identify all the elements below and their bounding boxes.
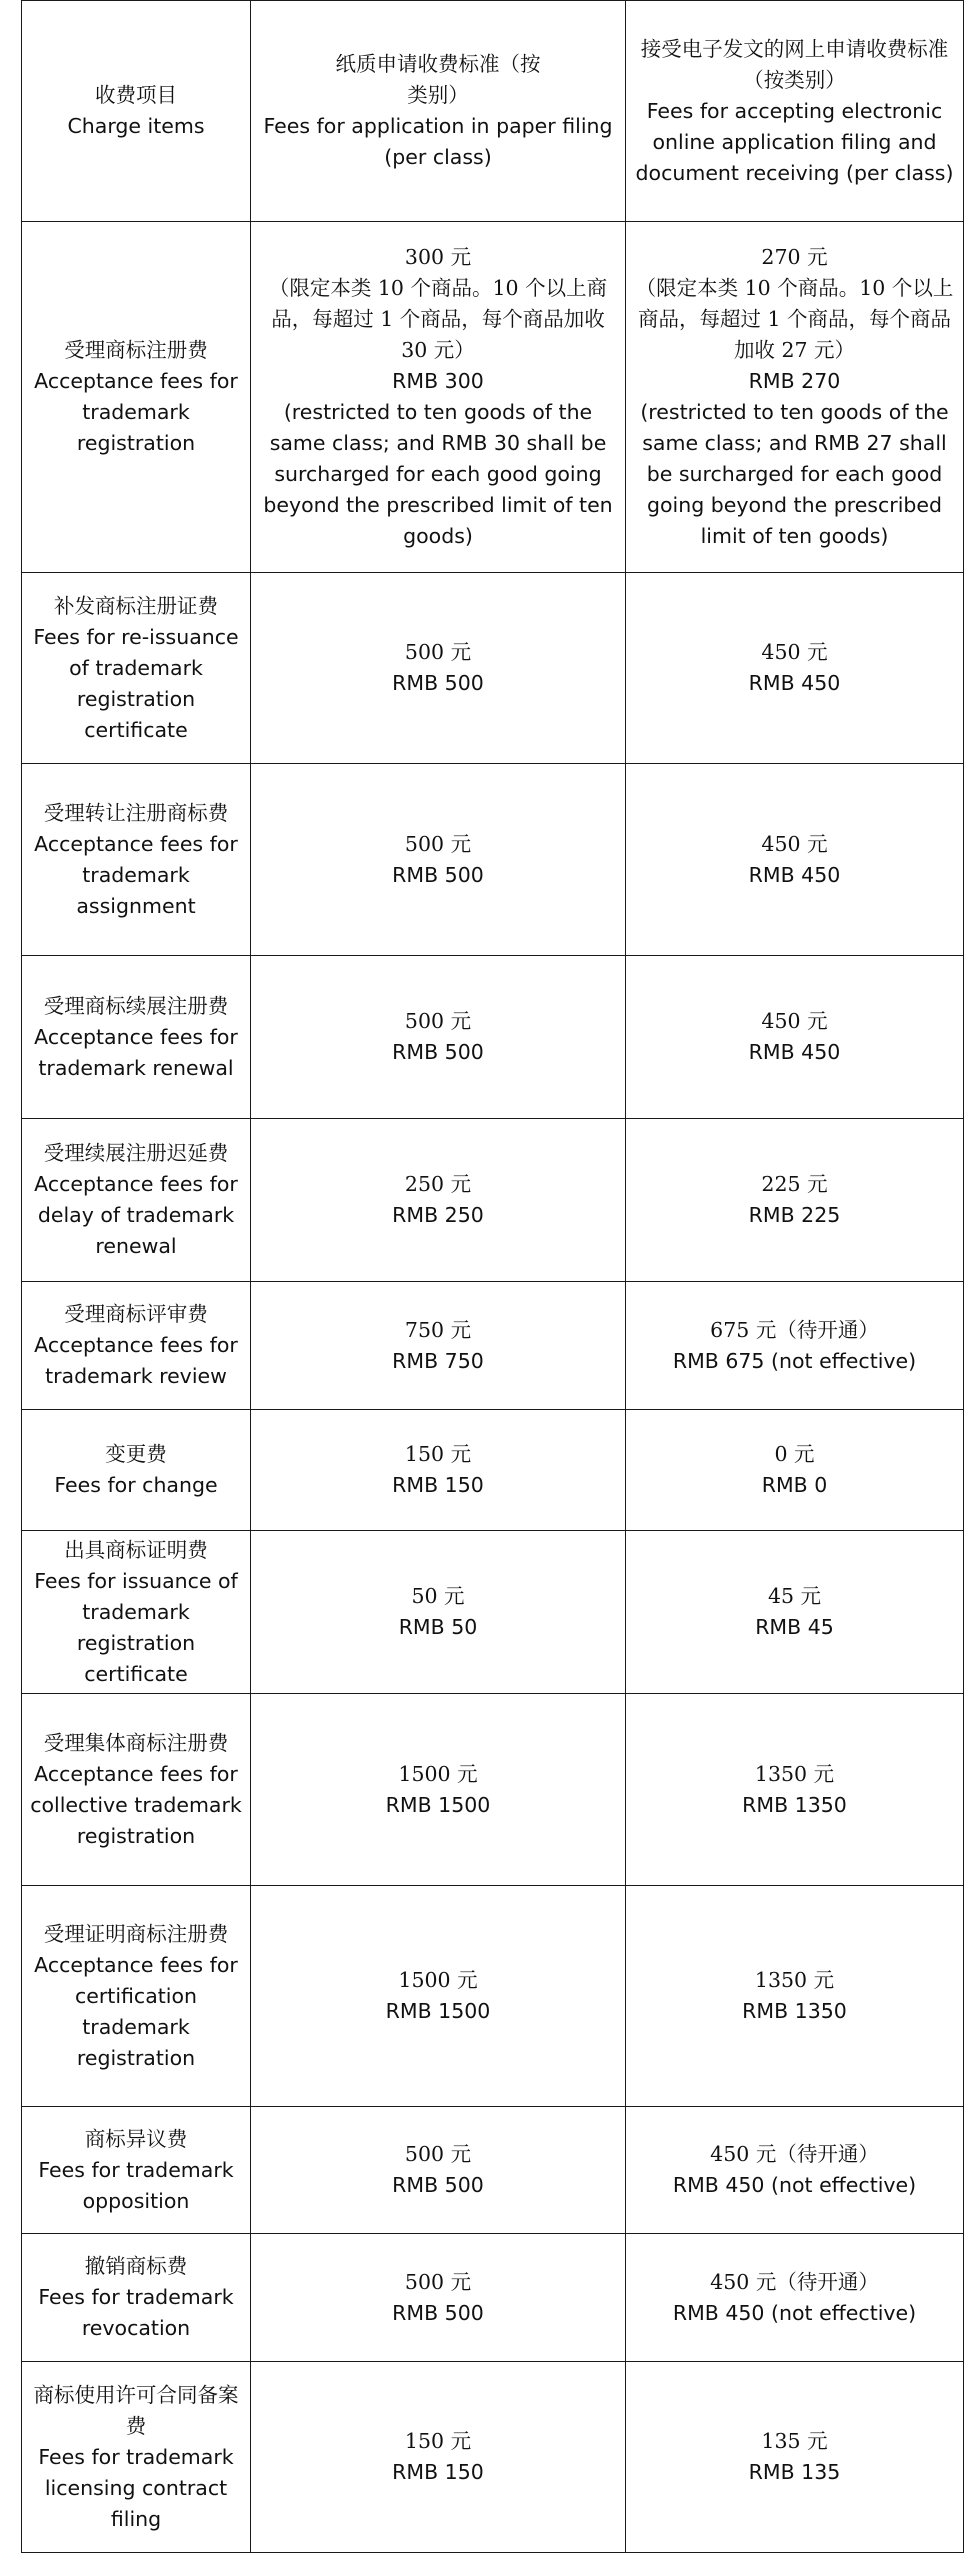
fee-row [22, 222, 964, 573]
charge-item-en: Acceptance fees for certification trademark registration [34, 1952, 238, 2070]
online-fee-en: RMB 450 (not effective) [672, 2300, 917, 2325]
charge-item-en: Acceptance fees for trademark assignment [34, 831, 238, 918]
charge-item-cell [22, 2107, 251, 2234]
charge-item-zh: 补发商标注册证费 [54, 593, 218, 618]
online-fee-zh: 135 元 [761, 2429, 828, 2453]
fee-row [22, 1694, 964, 1886]
fee-row [22, 1119, 964, 1282]
online-fee-zh: 450 元 [761, 1009, 828, 1033]
header-charge-items [22, 1, 251, 222]
paper-fee-cell [251, 2362, 626, 2553]
online-fee-zh: 450 元 [761, 640, 828, 664]
header-col3-en: Fees for accepting electronic online application filing and document receiving (per class) [635, 98, 954, 185]
charge-item-zh: 受理商标续展注册费 [43, 993, 229, 1018]
charge-item-zh: 受理商标评审费 [64, 1302, 208, 1326]
paper-fee-en-note: (restricted to ten goods of the same class; and RMB 30 shall be surcharged for each good going beyond the prescribed limit of ten goods) [263, 400, 613, 548]
header-col2-zh: 纸质申请收费标准（按类别） [335, 52, 541, 107]
charge-item-cell [22, 1531, 251, 1694]
fee-row [22, 1531, 964, 1694]
online-fee-cell [626, 1119, 964, 1282]
online-fee-cell [626, 2107, 964, 2234]
online-fee-zh: 450 元（待开通） [710, 2269, 879, 2294]
paper-fee-zh: 1500 元 [398, 1761, 478, 1786]
fee-row [22, 1886, 964, 2107]
charge-item-cell [22, 764, 251, 956]
paper-fee-cell [251, 1886, 626, 2107]
paper-fee-cell [251, 1410, 626, 1531]
online-fee-cell [626, 2362, 964, 2553]
online-fee-zh: 450 元 [761, 831, 828, 856]
online-fee-cell [626, 1282, 964, 1410]
fee-row [22, 573, 964, 764]
charge-item-cell [22, 1410, 251, 1531]
online-fee-cell [626, 1694, 964, 1886]
charge-item-en: Acceptance fees for collective trademark registration [30, 1761, 242, 1848]
fee-row [22, 956, 964, 1119]
charge-item-en: Acceptance fees for trademark review [34, 1333, 238, 1388]
online-fee-en: RMB 450 [748, 1040, 841, 1064]
fee-schedule-table [21, 0, 964, 2553]
charge-item-en: Acceptance fees for delay of trademark renewal [34, 1172, 238, 1258]
charge-item-cell [22, 1282, 251, 1410]
charge-item-zh: 出具商标证明费 [64, 1537, 208, 1562]
online-fee-zh: 0 元 [774, 1442, 815, 1466]
fee-row [22, 2107, 964, 2234]
charge-item-en: Acceptance fees for trademark renewal [34, 1024, 238, 1080]
paper-fee-en: RMB 750 [392, 1348, 484, 1373]
online-fee-cell [626, 1531, 964, 1694]
online-fee-en: RMB 0 [761, 1473, 828, 1497]
online-fee-cell [626, 1886, 964, 2107]
paper-fee-zh-note: （限定本类 10 个商品。10 个以上商品，每超过 1 个商品，每个商品加收 30 元） [268, 276, 608, 362]
charge-item-cell [22, 222, 251, 573]
paper-fee-cell [251, 1531, 626, 1694]
paper-fee-en: RMB 50 [398, 1615, 478, 1639]
paper-fee-zh: 50 元 [411, 1584, 465, 1608]
online-fee-en-note: (restricted to ten goods of the same class; and RMB 27 shall be surcharged for each good going beyond the prescribed limit of ten goods) [640, 400, 949, 548]
paper-fee-en: RMB 500 [392, 2173, 484, 2197]
paper-fee-en: RMB 150 [392, 1473, 484, 1497]
charge-item-zh: 受理续展注册迟延费 [43, 1141, 229, 1165]
paper-fee-en: RMB 150 [392, 2460, 484, 2484]
charge-item-cell [22, 956, 251, 1119]
online-fee-cell [626, 573, 964, 764]
paper-fee-cell [251, 956, 626, 1119]
paper-fee-en: RMB 250 [392, 1203, 484, 1227]
online-fee-en: RMB 1350 [742, 1999, 847, 2023]
charge-item-zh: 受理证明商标注册费 [43, 1921, 229, 1946]
paper-fee-cell [251, 573, 626, 764]
charge-item-zh: 受理商标注册费 [64, 338, 208, 362]
online-fee-en: RMB 450 [748, 671, 841, 695]
paper-fee-cell [251, 222, 626, 573]
online-fee-zh: 1350 元 [754, 1761, 835, 1786]
fee-row [22, 2234, 964, 2362]
online-fee-en: RMB 1350 [742, 1792, 847, 1817]
paper-fee-zh: 150 元 [404, 1442, 472, 1466]
header-col1-zh: 收费项目 [95, 83, 177, 107]
online-fee-en: RMB 675 (not effective) [672, 1348, 917, 1373]
charge-item-cell [22, 1119, 251, 1282]
paper-fee-en: RMB 500 [392, 671, 484, 695]
charge-item-en: Fees for re-issuance of trademark registration certificate [33, 624, 239, 742]
header-row [22, 1, 964, 222]
paper-fee-cell [251, 1694, 626, 1886]
paper-fee-zh: 500 元 [404, 2142, 472, 2166]
online-fee-cell [626, 956, 964, 1119]
charge-item-zh: 商标异议费 [84, 2126, 188, 2151]
online-fee-en: RMB 450 [748, 862, 841, 887]
online-fee-cell [626, 1410, 964, 1531]
online-fee-zh: 270 元 [761, 245, 828, 269]
online-fee-en: RMB 450 (not effective) [672, 2173, 917, 2197]
charge-item-en: Fees for trademark revocation [38, 2285, 234, 2340]
online-fee-zh: 45 元 [767, 1584, 822, 1608]
charge-item-cell [22, 1886, 251, 2107]
paper-fee-en: RMB 500 [392, 2300, 484, 2325]
paper-fee-en: RMB 1500 [385, 1792, 491, 1817]
charge-item-zh: 受理集体商标注册费 [43, 1730, 229, 1755]
charge-item-cell [22, 1694, 251, 1886]
paper-fee-cell [251, 1119, 626, 1282]
online-fee-zh-note: （限定本类 10 个商品。10 个以上商品，每超过 1 个商品，每个商品加收 27 元） [635, 276, 954, 362]
charge-item-en: Fees for trademark opposition [38, 2157, 234, 2213]
paper-fee-cell [251, 1282, 626, 1410]
online-fee-zh: 675 元（待开通） [710, 1317, 879, 1342]
charge-item-cell [22, 2234, 251, 2362]
charge-item-zh: 商标使用许可合同备案费 [33, 2382, 239, 2438]
fee-row [22, 1410, 964, 1531]
paper-fee-zh: 500 元 [404, 1009, 472, 1033]
header-col1-en: Charge items [67, 114, 205, 138]
online-fee-en: RMB 45 [755, 1615, 834, 1639]
charge-item-zh: 撤销商标费 [84, 2254, 188, 2278]
paper-fee-en: RMB 300 [392, 369, 484, 393]
charge-item-en: Fees for change [54, 1473, 218, 1497]
paper-fee-en: RMB 1500 [385, 1999, 491, 2023]
charge-item-zh: 受理转让注册商标费 [43, 800, 229, 825]
paper-fee-en: RMB 500 [392, 1040, 484, 1064]
paper-fee-zh: 500 元 [404, 640, 472, 664]
paper-fee-zh: 150 元 [404, 2429, 472, 2453]
paper-fee-cell [251, 764, 626, 956]
header-col3-zh: 接受电子发文的网上申请收费标准（按类别） [640, 36, 949, 92]
fee-row [22, 1282, 964, 1410]
charge-item-en: Acceptance fees for trademark registration [34, 369, 238, 455]
charge-item-zh: 变更费 [105, 1442, 167, 1466]
online-fee-en: RMB 135 [748, 2460, 841, 2484]
fee-row [22, 764, 964, 956]
paper-fee-cell [251, 2234, 626, 2362]
paper-fee-zh: 300 元 [404, 245, 472, 269]
charge-item-cell [22, 573, 251, 764]
charge-item-en: Fees for issuance of trademark registration certificate [34, 1568, 238, 1686]
charge-item-en: Fees for trademark licensing contract filing [38, 2444, 234, 2531]
paper-fee-zh: 500 元 [404, 831, 472, 856]
paper-fee-en: RMB 500 [392, 862, 484, 887]
online-fee-cell [626, 764, 964, 956]
online-fee-zh: 1350 元 [754, 1968, 835, 1992]
paper-fee-cell [251, 2107, 626, 2234]
fee-row [22, 2362, 964, 2553]
paper-fee-zh: 1500 元 [398, 1968, 478, 1992]
charge-item-cell [22, 2362, 251, 2553]
online-fee-cell [626, 222, 964, 573]
online-fee-zh: 225 元 [761, 1172, 828, 1196]
online-fee-zh: 450 元（待开通） [710, 2142, 879, 2166]
header-paper-fees [251, 1, 626, 222]
online-fee-cell [626, 2234, 964, 2362]
paper-fee-zh: 750 元 [404, 1317, 472, 1342]
header-online-fees [626, 1, 964, 222]
online-fee-en: RMB 270 [748, 369, 841, 393]
header-col2-en: Fees for application in paper filing (per class) [263, 114, 613, 169]
online-fee-en: RMB 225 [748, 1203, 841, 1227]
paper-fee-zh: 500 元 [404, 2269, 472, 2294]
paper-fee-zh: 250 元 [404, 1172, 472, 1196]
